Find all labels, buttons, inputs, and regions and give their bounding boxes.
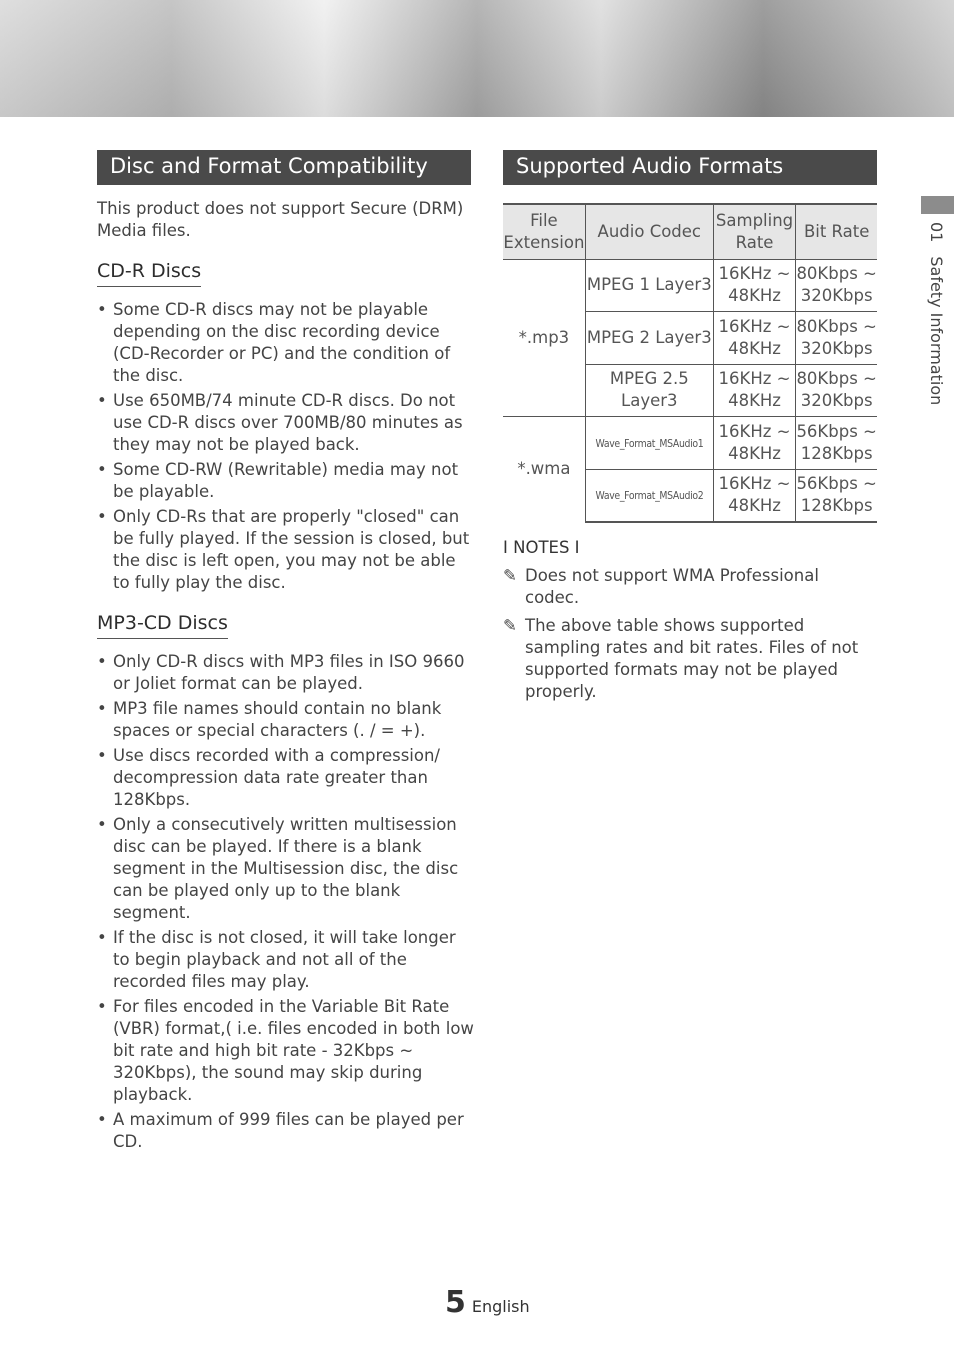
chapter-side-label: [927, 222, 946, 405]
table-row: [503, 259, 877, 312]
note-item: [503, 565, 877, 609]
list-item: • Only a consecutively written multisession disc can be played. If there is a blank segment in the Multisession disc, the disc can be played only up to the blank segment.: [97, 814, 475, 924]
page-footer: [445, 1285, 530, 1320]
table-row: [503, 417, 877, 470]
cell-bitrate: 56Kbps ~ 128Kbps: [796, 469, 877, 522]
cell-bitrate: 80Kbps ~ 320Kbps: [796, 312, 877, 365]
cell-sampling: 16KHz ~ 48KHz: [713, 364, 796, 417]
cdr-bullet-list: [97, 299, 475, 594]
intro-text: This product does not support Secure (DRM) Media files.: [97, 199, 464, 240]
note-text: Does not support WMA Professional codec.: [525, 565, 819, 607]
chapter-number: 01: [927, 222, 946, 243]
mp3-cd-discs-heading: MP3-CD Discs: [97, 610, 228, 639]
cell-codec: [585, 417, 713, 470]
chapter-title: Safety Information: [927, 256, 946, 406]
cell-bitrate: 80Kbps ~ 320Kbps: [796, 364, 877, 417]
list-item: • If the disc is not closed, it will take longer to begin playback and not all of the recorded files may play.: [97, 927, 475, 993]
cell-sampling: 16KHz ~ 48KHz: [713, 469, 796, 522]
list-item: • Use discs recorded with a compression/ decompression data rate greater than 128Kbps.: [97, 745, 475, 811]
list-item: • MP3 file names should contain no blank spaces or special characters (. / = +).: [97, 698, 475, 742]
note-item: [503, 615, 877, 703]
table-header-row: [503, 204, 877, 259]
notes-title: I NOTES I: [503, 537, 580, 557]
list-item: • Some CD-R discs may not be playable depending on the disc recording device (CD-Recorder or PC) and the condition of the disc.: [97, 299, 475, 387]
cell-codec: MPEG 1 Layer3: [585, 259, 713, 312]
mp3-bullet-list: [97, 651, 475, 1153]
cdr-discs-heading: CD-R Discs: [97, 258, 201, 287]
cell-codec: [585, 469, 713, 522]
list-item: • Use 650MB/74 minute CD-R discs. Do not use CD-R discs over 700MB/80 minutes as they may not be played back.: [97, 390, 475, 456]
cell-extension: *.mp3: [503, 259, 585, 417]
audio-formats-table: [503, 203, 877, 523]
language-label: English: [471, 1297, 530, 1316]
cell-codec: MPEG 2 Layer3: [585, 312, 713, 365]
cell-sampling: 16KHz ~ 48KHz: [713, 312, 796, 365]
header-banner: [0, 0, 954, 117]
codec-label: Wave_Format_MSAudio2: [595, 489, 704, 502]
chapter-tab-marker: [921, 196, 954, 214]
column-header-bit-rate: Bit Rate: [796, 204, 877, 259]
cell-sampling: 16KHz ~ 48KHz: [713, 259, 796, 312]
cell-bitrate: 56Kbps ~ 128Kbps: [796, 417, 877, 470]
cell-bitrate: 80Kbps ~ 320Kbps: [796, 259, 877, 312]
note-text: The above table shows supported sampling rates and bit rates. Files of not supported formats may not be played properly.: [525, 615, 859, 701]
list-item: • A maximum of 999 files can be played per CD.: [97, 1109, 475, 1153]
section-title-audio-formats: Supported Audio Formats: [503, 150, 877, 185]
cell-extension: *.wma: [503, 417, 585, 522]
pencil-icon: ✎: [503, 565, 517, 585]
list-item: • Only CD-R discs with MP3 files in ISO 9660 or Joliet format can be played.: [97, 651, 475, 695]
column-header-audio-codec: Audio Codec: [585, 204, 713, 259]
list-item: • For files encoded in the Variable Bit Rate (VBR) format,( i.e. files encoded in both low bit rate and high bit rate - 32Kbps ~ 320Kbps), the sound may skip during playback.: [97, 996, 475, 1106]
list-item: • Some CD-RW (Rewritable) media may not be playable.: [97, 459, 475, 503]
list-item: • Only CD-Rs that are properly "closed" can be fully played. If the session is closed, but the disc is left open, you may not be able to fully play the disc.: [97, 506, 475, 594]
right-column: [503, 203, 877, 703]
pencil-icon: ✎: [503, 615, 517, 635]
cell-sampling: 16KHz ~ 48KHz: [713, 417, 796, 470]
cell-codec: MPEG 2.5 Layer3: [585, 364, 713, 417]
codec-label: Wave_Format_MSAudio1: [595, 436, 704, 450]
column-header-file-extension: File Extension: [503, 204, 585, 259]
section-title-disc-compatibility: Disc and Format Compatibility: [97, 150, 471, 185]
column-header-sampling-rate: Sampling Rate: [713, 204, 796, 259]
left-column: [97, 198, 475, 1156]
page-number: 5: [445, 1285, 466, 1320]
